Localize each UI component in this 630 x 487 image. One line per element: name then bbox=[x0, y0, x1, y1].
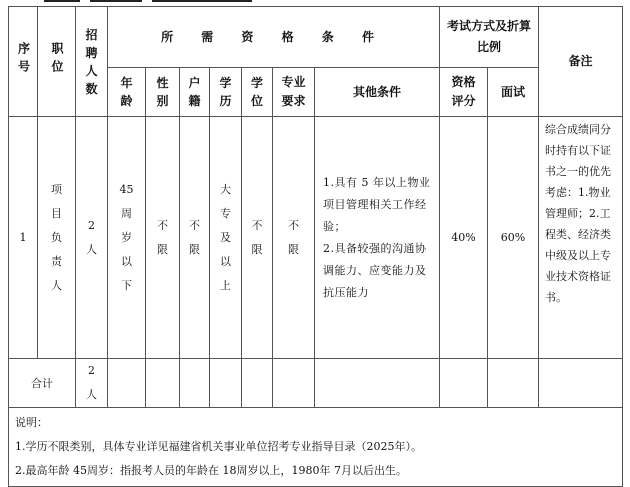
row-position-cell bbox=[38, 117, 76, 359]
row-degree-cell bbox=[242, 117, 273, 359]
header-qualifications-cell bbox=[108, 7, 440, 68]
row-position: 项目负责人 bbox=[51, 182, 62, 292]
total-headcount: 2人 bbox=[86, 364, 97, 401]
row-gender: 不限 bbox=[157, 218, 168, 256]
header-education: 学历 bbox=[219, 76, 232, 108]
row-headcount: 2人 bbox=[86, 218, 97, 256]
header-major: 专业要求 bbox=[281, 75, 306, 108]
row-hukou-cell bbox=[180, 117, 210, 359]
row-age: 45周岁以下 bbox=[119, 182, 134, 292]
row-other-line-1: 1.具有 5 年以上物业项目管理相关工作经验； bbox=[323, 175, 431, 233]
header-exam-cell bbox=[440, 7, 539, 68]
total-empty-cell bbox=[210, 359, 242, 408]
total-label: 合计 bbox=[9, 359, 76, 408]
row-hukou: 不限 bbox=[189, 218, 200, 256]
header-headcount: 招聘人数 bbox=[85, 27, 98, 96]
header-seq: 序号 bbox=[16, 41, 31, 78]
total-empty-cell bbox=[440, 359, 488, 408]
header-hukou: 户籍 bbox=[188, 76, 201, 108]
total-row bbox=[9, 359, 623, 408]
row-education: 大专及以上 bbox=[220, 182, 231, 292]
header-position-cell bbox=[38, 7, 76, 117]
header-interview: 面试 bbox=[488, 68, 539, 117]
total-empty-cell bbox=[146, 359, 180, 408]
row-other-line-2: 2.具备较强的沟通协调能力、应变能力及抗压能力 bbox=[323, 241, 427, 299]
row-remarks: 综合成绩同分时持有以下证书之一的优先考虑：1.物业管理师；2.工程类、经济类中级及以上专业技术资格证书。 bbox=[539, 117, 623, 359]
header-exam: 考试方式及折算比例 bbox=[447, 19, 532, 54]
total-empty-cell bbox=[108, 359, 146, 408]
total-headcount-cell bbox=[76, 359, 108, 408]
row-education-cell bbox=[210, 117, 242, 359]
table-row bbox=[9, 117, 623, 359]
cropped-title-fragment bbox=[20, 0, 280, 4]
header-education-cell bbox=[210, 68, 242, 117]
row-seq: 1 bbox=[9, 117, 38, 359]
row-interview: 60% bbox=[488, 117, 539, 359]
row-major-cell bbox=[273, 117, 315, 359]
row-headcount-cell bbox=[76, 117, 108, 359]
header-other: 其他条件 bbox=[315, 68, 440, 117]
total-empty-cell bbox=[242, 359, 273, 408]
notes-line-1: 1.学历不限类别，具体专业详见福建省机关事业单位招考专业指导目录（2025年）。 bbox=[15, 440, 422, 453]
row-gender-cell bbox=[146, 117, 180, 359]
notes-line-2: 2.最高年龄 45周岁：指报考人员的年龄在 18周岁以上，1980年 7月以后出生。 bbox=[15, 464, 407, 477]
recruitment-table bbox=[8, 6, 623, 487]
total-empty-cell bbox=[180, 359, 210, 408]
notes-cell bbox=[9, 408, 623, 487]
header-seq-cell bbox=[9, 7, 38, 117]
header-age-cell bbox=[108, 68, 146, 117]
header-hukou-cell bbox=[180, 68, 210, 117]
header-row-1 bbox=[9, 7, 623, 68]
row-qual-review: 40% bbox=[440, 117, 488, 359]
header-degree: 学位 bbox=[250, 76, 263, 108]
header-remarks: 备注 bbox=[539, 7, 623, 117]
header-headcount-cell bbox=[76, 7, 108, 117]
header-gender: 性别 bbox=[156, 76, 169, 108]
row-age-cell bbox=[108, 117, 146, 359]
total-empty-cell bbox=[488, 359, 539, 408]
header-qualifications: 所 需 资 格 条 件 bbox=[161, 29, 386, 44]
total-empty-cell bbox=[315, 359, 440, 408]
header-qual-review-cell bbox=[440, 68, 488, 117]
header-age: 年龄 bbox=[120, 76, 133, 108]
row-degree: 不限 bbox=[251, 218, 263, 256]
row-other-conditions bbox=[315, 117, 440, 359]
header-qual-review: 资格评分 bbox=[451, 75, 476, 108]
notes-title: 说明： bbox=[15, 416, 48, 429]
total-empty-cell bbox=[273, 359, 315, 408]
total-empty-cell bbox=[539, 359, 623, 408]
notes-row bbox=[9, 408, 623, 487]
row-major: 不限 bbox=[288, 218, 299, 256]
header-major-cell bbox=[273, 68, 315, 117]
header-gender-cell bbox=[146, 68, 180, 117]
header-position: 职位 bbox=[50, 41, 64, 78]
header-degree-cell bbox=[242, 68, 273, 117]
